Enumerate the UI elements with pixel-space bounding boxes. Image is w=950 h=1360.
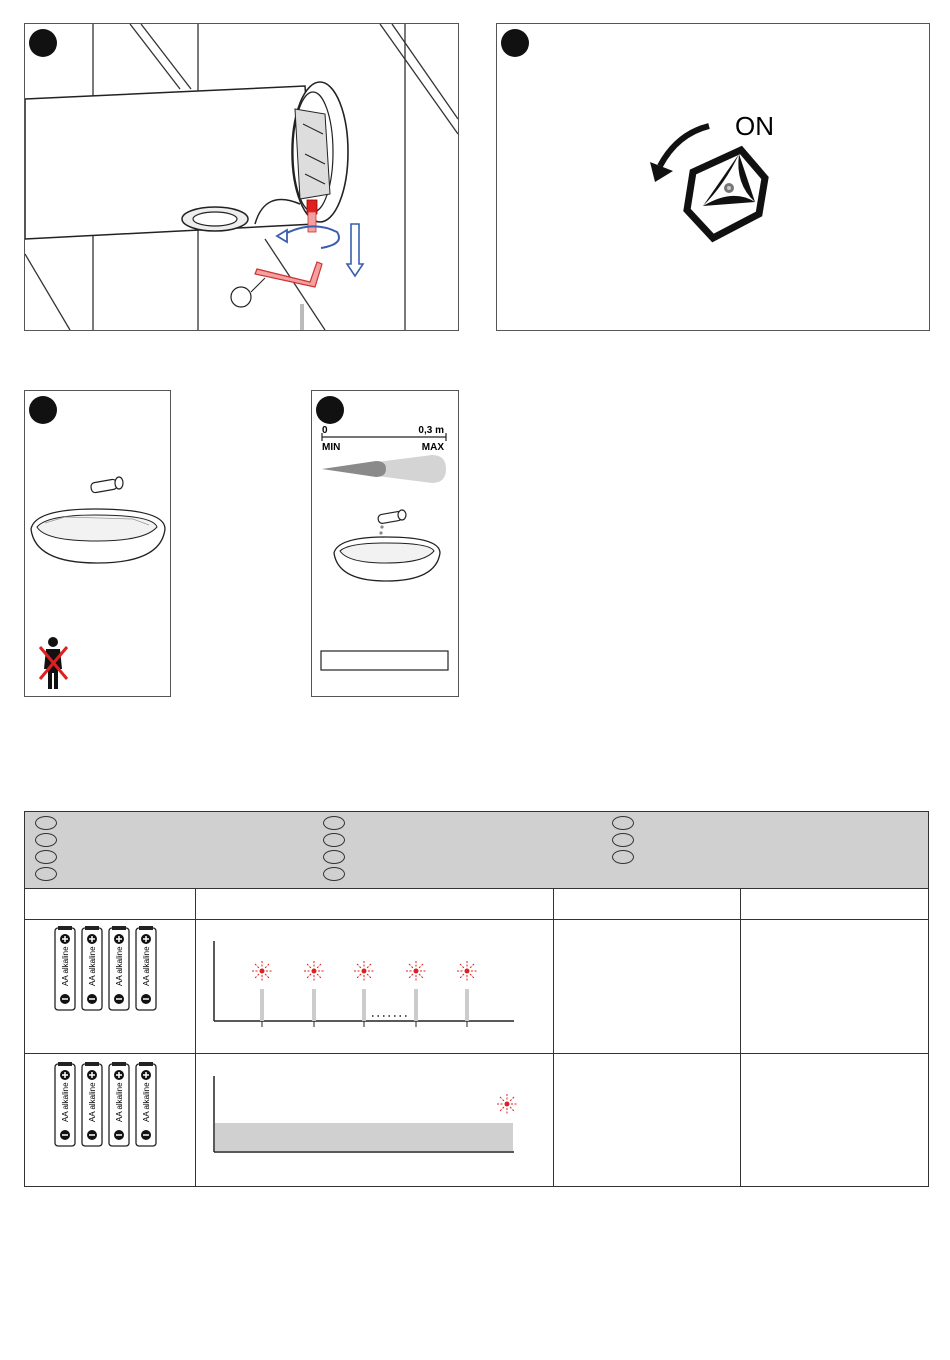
led-blinking-diagram — [210, 937, 520, 1027]
language-header — [25, 812, 928, 889]
language-marker — [323, 816, 345, 830]
language-marker — [323, 850, 345, 864]
language-marker — [323, 833, 345, 847]
battery-icon — [55, 926, 75, 1010]
led-steady-diagram — [210, 1074, 520, 1156]
battery-pack-row-1 — [51, 926, 163, 1014]
led-flash-icon — [497, 1094, 517, 1114]
figure-3-panel — [24, 390, 171, 697]
svg-text:AA alkaline: AA alkaline — [142, 1082, 151, 1122]
svg-text:AA alkaline: AA alkaline — [115, 946, 124, 986]
svg-text:AA alkaline: AA alkaline — [115, 1082, 124, 1122]
battery-icon — [109, 926, 129, 1010]
battery-icon — [136, 1062, 156, 1146]
svg-text:AA alkaline: AA alkaline — [142, 946, 151, 986]
on-label: ON — [735, 111, 774, 141]
language-marker — [35, 833, 57, 847]
language-marker — [612, 850, 634, 864]
max-label: MAX — [421, 442, 444, 453]
figure-3-illustration — [25, 391, 170, 696]
min-label: MIN — [322, 442, 341, 453]
battery-pack-row-2 — [51, 1062, 163, 1150]
figure-4-illustration — [312, 391, 458, 696]
battery-icon — [136, 926, 156, 1010]
figure-2-illustration — [497, 24, 929, 330]
battery-icon — [82, 1062, 102, 1146]
led-flash-icon — [406, 961, 426, 981]
figure-1-illustration — [25, 24, 458, 330]
figure-2-panel — [496, 23, 930, 331]
svg-text:AA alkaline: AA alkaline — [61, 946, 70, 986]
step-2-marker — [501, 29, 529, 57]
language-marker — [612, 833, 634, 847]
language-marker — [35, 850, 57, 864]
battery-icon — [109, 1062, 129, 1146]
svg-text:AA alkaline: AA alkaline — [88, 1082, 97, 1122]
language-marker — [323, 867, 345, 881]
language-marker — [612, 816, 634, 830]
svg-text:AA alkaline: AA alkaline — [88, 946, 97, 986]
language-marker — [35, 867, 57, 881]
language-marker — [35, 816, 57, 830]
figure-4-panel — [311, 390, 459, 697]
battery-icon — [82, 926, 102, 1010]
led-flash-icon — [252, 961, 272, 981]
battery-status-table — [24, 811, 929, 1187]
range-start-label: 0 — [322, 425, 328, 436]
step-4-marker — [316, 396, 344, 424]
battery-icon — [55, 1062, 75, 1146]
led-flash-icon — [304, 961, 324, 981]
step-1-marker — [29, 29, 57, 57]
step-3-marker — [29, 396, 57, 424]
led-flash-icon — [457, 961, 477, 981]
svg-text:AA alkaline: AA alkaline — [61, 1082, 70, 1122]
range-end-label: 0,3 m — [418, 425, 444, 436]
figure-1-panel — [24, 23, 459, 331]
led-flash-icon — [354, 961, 374, 981]
